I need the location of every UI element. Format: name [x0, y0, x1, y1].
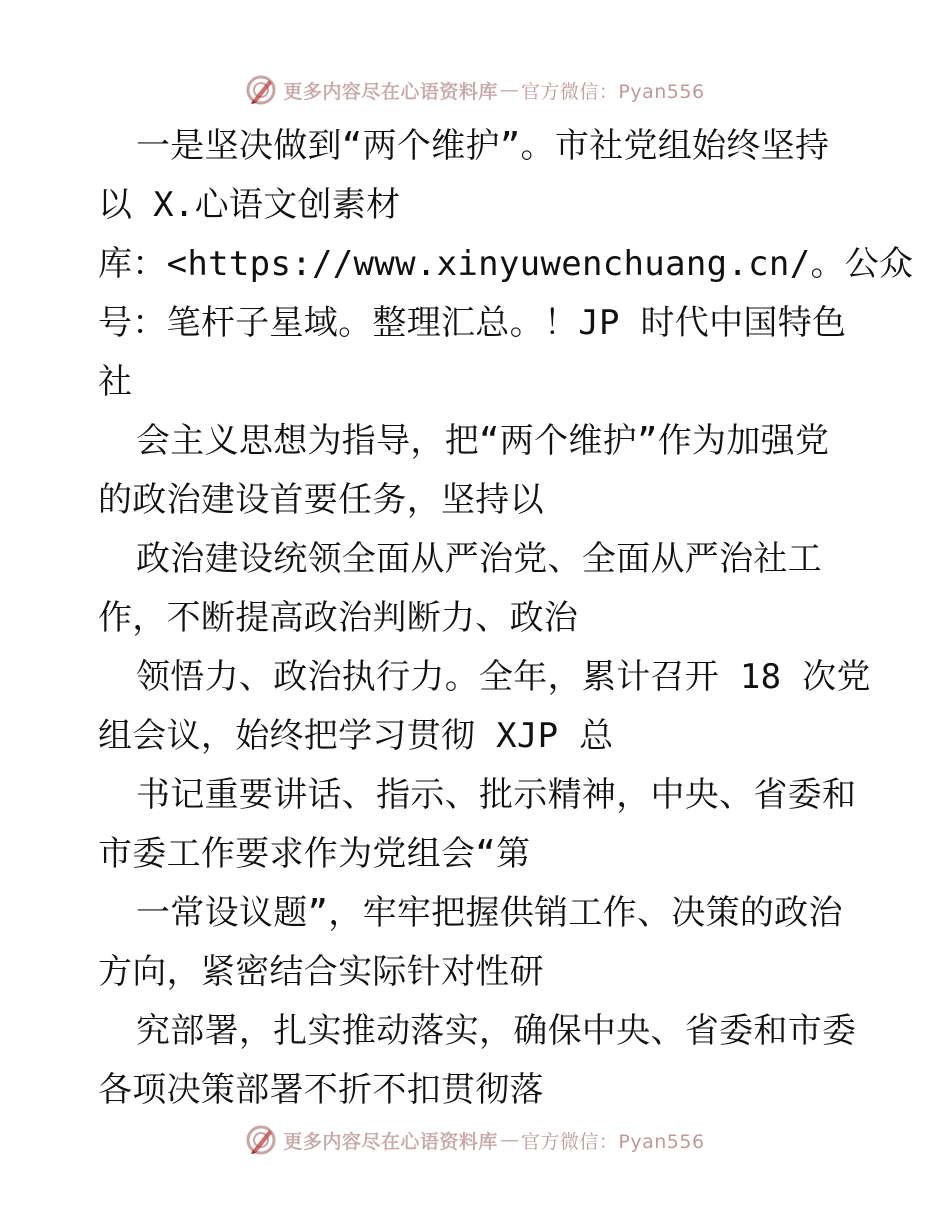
footer-watermark [0, 1120, 950, 1160]
text-line: 社 [98, 362, 133, 402]
text-line: 一是坚决做到“两个维护”。市社党组始终坚持 [136, 126, 830, 166]
header-watermark [0, 70, 950, 110]
text-line: 作，不断提高政治判断力、政治 [98, 598, 579, 638]
text-line: 各项决策部署不折不扣贯彻落 [98, 1070, 544, 1110]
watermark-account-text: 官方微信：Pyan556 [520, 80, 705, 103]
text-line: 以 X.心语文创素材 [98, 185, 401, 225]
pen-logo-icon [245, 1124, 277, 1156]
text-line: 方向，紧密结合实际针对性研 [98, 952, 544, 992]
watermark-promo-text: 更多内容尽在心语资料库 [283, 1130, 498, 1153]
text-line: 库：<https://www.xinyuwenchuang.cn/。公众 [98, 244, 914, 284]
text-line: 究部署，扎实推动落实，确保中央、省委和市委 [136, 1011, 857, 1051]
text-line: 一常设议题”，牢牢把握供销工作、决策的政治 [136, 893, 843, 933]
text-line: 组会议，始终把学习贯彻 XJP 总 [98, 716, 614, 756]
text-line: 书记重要讲话、指示、批示精神，中央、省委和 [136, 775, 857, 815]
watermark-account-text: 官方微信：Pyan556 [520, 1130, 705, 1153]
watermark-promo-text: 更多内容尽在心语资料库 [283, 80, 498, 103]
text-line: 号：笔杆子星域。整理汇总。！JP 时代中国特色 [98, 303, 847, 343]
watermark-dash: — [499, 1129, 519, 1151]
text-line: 市委工作要求作为党组会“第 [98, 834, 531, 874]
text-line: 的政治建设首要任务，坚持以 [98, 480, 544, 520]
pen-logo-icon [245, 74, 277, 106]
watermark-dash: — [499, 79, 519, 101]
text-line: 政治建设统领全面从严治党、全面从严治社工 [136, 539, 822, 579]
text-line: 会主义思想为指导，把“两个维护”作为加强党 [136, 421, 830, 461]
text-line: 领悟力、政治执行力。全年，累计召开 18 次党 [136, 657, 871, 697]
